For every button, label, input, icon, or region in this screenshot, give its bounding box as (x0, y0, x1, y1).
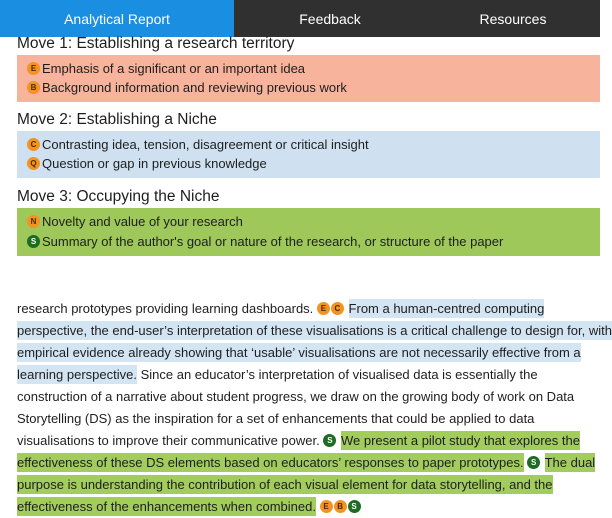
move-item-label: Novelty and value of your research (42, 214, 243, 229)
highlight-summary: purpose is understanding the contribution of each visual element for data storytelling, and the (17, 477, 553, 492)
move-tags (317, 302, 345, 315)
move-1-item-b (27, 80, 347, 95)
tab-resources[interactable]: Resources (479, 10, 547, 27)
move-tags (527, 456, 541, 469)
move-1-title: Move 1: Establishing a research territory (17, 35, 295, 52)
move-3-box (17, 208, 600, 256)
move-tags (320, 500, 362, 513)
move-1-box (17, 55, 600, 102)
badge-e[interactable]: E (317, 302, 330, 315)
paragraph-line (17, 342, 581, 364)
move-2-title: Move 2: Establishing a Niche (17, 111, 217, 128)
badge-c: C (27, 138, 40, 151)
badge-c[interactable]: C (331, 302, 344, 315)
paragraph-line (17, 474, 553, 496)
highlight-summary: We present a pilot study that explores the (341, 433, 580, 448)
move-3-title: Move 3: Occupying the Niche (17, 188, 220, 205)
paragraph-line (17, 452, 595, 474)
badge-e: E (27, 62, 40, 75)
move-item-label: Question or gap in previous knowledge (42, 156, 267, 171)
badge-s[interactable]: S (348, 500, 361, 513)
move-3-item-n (27, 214, 243, 229)
move-2-box (17, 131, 600, 178)
tab-bar (0, 0, 600, 37)
move-item-label: Background information and reviewing previous work (42, 80, 347, 95)
highlight-contrast: perspective, the end-user’s interpretation of these visualisations is a critical challenge to design for, with (17, 323, 612, 338)
highlight-summary: The dual (544, 455, 596, 470)
paragraph-text: research prototypes providing learning dashboards. (17, 301, 314, 316)
badge-b[interactable]: B (334, 500, 347, 513)
move-2-item-q (27, 156, 267, 171)
paragraph-line (17, 496, 362, 518)
highlight-contrast: empirical evidence already showing that ‘usable’ visualisations are not necessarily effective from a (17, 345, 581, 360)
badge-s[interactable]: S (323, 434, 336, 447)
move-tags (323, 434, 337, 447)
move-item-label: Contrasting idea, tension, disagreement or critical insight (42, 137, 369, 152)
paragraph-text: visualisations to improve their communicative power. (17, 433, 320, 448)
tab-feedback[interactable]: Feedback (299, 10, 361, 27)
paragraph-line (17, 320, 612, 342)
tab-analytical-report[interactable]: Analytical Report (0, 0, 234, 37)
paragraph-line (17, 430, 580, 452)
highlight-contrast: learning perspective. (17, 367, 137, 382)
badge-n: N (27, 215, 40, 228)
badge-e[interactable]: E (320, 500, 333, 513)
badge-s: S (27, 235, 40, 248)
paragraph-line (17, 298, 544, 320)
move-item-label: Summary of the author's goal or nature of the research, or structure of the paper (42, 234, 504, 249)
paragraph-text: construction of a narrative about student progress, we draw on the growing body of work on Data (17, 389, 575, 404)
move-item-label: Emphasis of a significant or an important idea (42, 61, 306, 76)
paragraph-line (17, 386, 574, 408)
highlight-summary: effectiveness of these DS elements based on educators’ responses to paper prototypes. (17, 455, 524, 470)
highlight-contrast: From a human-centred computing (348, 301, 545, 316)
highlight-summary: effectiveness of the enhancements when combined. (17, 499, 316, 514)
paragraph-line (17, 408, 534, 430)
move-1-item-e (27, 61, 305, 76)
badge-q: Q (27, 157, 40, 170)
badge-b: B (27, 81, 40, 94)
badge-s[interactable]: S (527, 456, 540, 469)
paragraph-text: Since an educator’s interpretation of visualised data is essentially the (136, 367, 538, 382)
move-3-item-s (27, 234, 503, 249)
paragraph-text: Storytelling (DS) as the inspiration for a set of enhancements that could be applied to data (17, 411, 535, 426)
move-2-item-c (27, 137, 369, 152)
paragraph-line (17, 364, 538, 386)
